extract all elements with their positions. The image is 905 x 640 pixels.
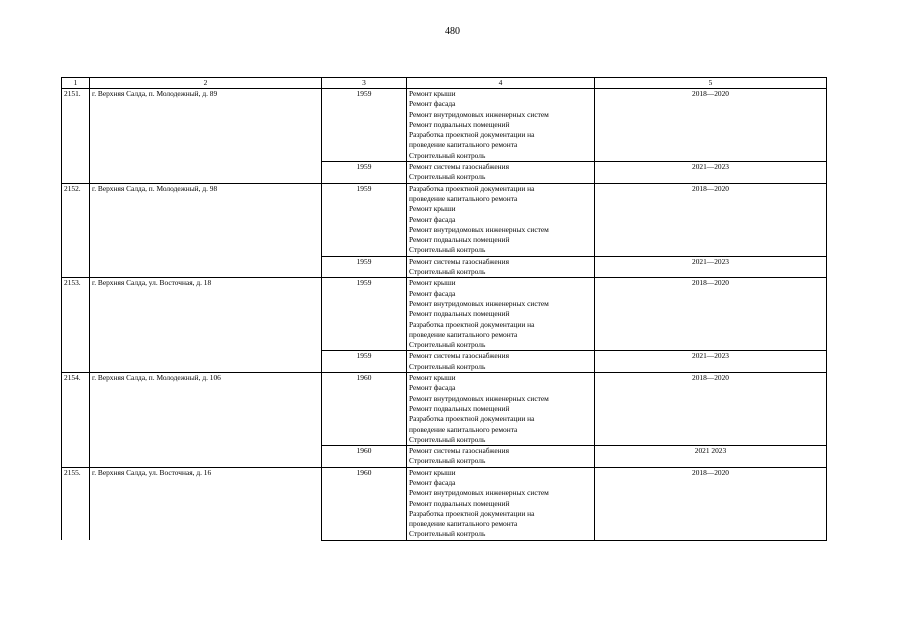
repair-work-item: Строительный контроль <box>409 340 486 350</box>
record-number: 2151. <box>62 89 90 184</box>
construction-year: 1959 <box>322 162 407 184</box>
record-number: 2154. <box>62 373 90 468</box>
repair-works-list <box>407 278 595 351</box>
repair-works-list <box>407 446 595 468</box>
repair-work-item: Ремонт крыши <box>409 278 456 288</box>
construction-year: 1960 <box>322 446 407 468</box>
record-number: 2155. <box>62 467 90 540</box>
repair-work-item: Ремонт внутридомовых инженерных систем <box>409 488 549 498</box>
column-number-1: 1 <box>62 78 90 89</box>
building-address: г. Верхняя Салда, ул. Восточная, д. 16 <box>90 467 322 540</box>
construction-year: 1960 <box>322 373 407 446</box>
repair-work-item: Строительный контроль <box>409 434 486 444</box>
table-row <box>62 278 827 351</box>
building-address: г. Верхняя Салда, ул. Восточная, д. 18 <box>90 278 322 373</box>
repair-work-item: проведение капитального ремонта <box>409 193 518 203</box>
repair-work-item: Ремонт системы газоснабжения <box>409 446 509 456</box>
repair-work-item: Ремонт подвальных помещений <box>409 309 510 319</box>
column-number-5: 5 <box>595 78 827 89</box>
repair-works-list <box>407 183 595 256</box>
repair-work-item: Ремонт системы газоснабжения <box>409 351 509 361</box>
repair-period: 2018—2020 <box>595 89 827 162</box>
repair-work-item: Ремонт крыши <box>409 89 456 98</box>
building-address: г. Верхняя Салда, п. Молодежный, д. 89 <box>90 89 322 184</box>
repair-period: 2021—2023 <box>595 162 827 184</box>
repair-work-item: проведение капитального ремонта <box>409 424 518 434</box>
repair-work-item: Ремонт подвальных помещений <box>409 119 510 129</box>
repair-work-item: Разработка проектной документации на <box>409 508 535 518</box>
repair-works-list <box>407 256 595 278</box>
repair-work-item: Ремонт фасада <box>409 288 456 298</box>
repair-work-item: Строительный контроль <box>409 456 486 466</box>
repair-schedule-table <box>61 77 827 541</box>
repair-work-item: Ремонт фасада <box>409 383 456 393</box>
page-number: 480 <box>445 26 460 37</box>
repair-work-item: Ремонт крыши <box>409 467 456 477</box>
table-row <box>62 467 827 540</box>
construction-year: 1959 <box>322 256 407 278</box>
repair-work-item: Строительный контроль <box>409 529 486 539</box>
repair-work-item: Строительный контроль <box>409 150 486 160</box>
repair-work-item: Ремонт крыши <box>409 373 456 383</box>
repair-work-item: Ремонт подвальных помещений <box>409 403 510 413</box>
repair-work-item: Ремонт фасада <box>409 99 456 109</box>
repair-work-item: Ремонт фасада <box>409 477 456 487</box>
building-address: г. Верхняя Салда, п. Молодежный, д. 106 <box>90 373 322 468</box>
repair-work-item: проведение капитального ремонта <box>409 519 518 529</box>
repair-work-item: проведение капитального ремонта <box>409 329 518 339</box>
repair-period: 2018—2020 <box>595 373 827 446</box>
repair-works-list <box>407 162 595 184</box>
repair-period: 2021 2023 <box>595 446 827 468</box>
repair-work-item: Ремонт подвальных помещений <box>409 498 510 508</box>
repair-period: 2021—2023 <box>595 256 827 278</box>
repair-work-item: Строительный контроль <box>409 172 486 182</box>
repair-work-item: Разработка проектной документации на <box>409 130 535 140</box>
repair-work-item: Ремонт внутридомовых инженерных систем <box>409 224 549 234</box>
repair-work-item: Ремонт внутридомовых инженерных систем <box>409 109 549 119</box>
repair-work-item: Разработка проектной документации на <box>409 319 535 329</box>
repair-work-item: проведение капитального ремонта <box>409 140 518 150</box>
repair-work-item: Ремонт крыши <box>409 204 456 214</box>
repair-work-item: Ремонт подвальных помещений <box>409 235 510 245</box>
column-number-2: 2 <box>90 78 322 89</box>
building-address: г. Верхняя Салда, п. Молодежный, д. 98 <box>90 183 322 278</box>
column-number-3: 3 <box>322 78 407 89</box>
repair-work-item: Ремонт внутридомовых инженерных систем <box>409 393 549 403</box>
repair-works-list <box>407 89 595 162</box>
column-number-row <box>62 78 827 89</box>
repair-work-item: Строительный контроль <box>409 361 486 371</box>
repair-work-item: Строительный контроль <box>409 245 486 255</box>
repair-period: 2018—2020 <box>595 467 827 540</box>
table-row <box>62 373 827 446</box>
repair-work-item: Ремонт внутридомовых инженерных систем <box>409 298 549 308</box>
record-number: 2153. <box>62 278 90 373</box>
repair-work-item: Разработка проектной документации на <box>409 183 535 193</box>
repair-period: 2018—2020 <box>595 183 827 256</box>
table-body <box>62 78 827 541</box>
repair-period: 2021—2023 <box>595 351 827 373</box>
repair-works-list <box>407 373 595 446</box>
repair-work-item: Разработка проектной документации на <box>409 414 535 424</box>
column-number-4: 4 <box>407 78 595 89</box>
construction-year: 1960 <box>322 467 407 540</box>
construction-year: 1959 <box>322 89 407 162</box>
repair-work-item: Ремонт системы газоснабжения <box>409 162 509 172</box>
record-number: 2152. <box>62 183 90 278</box>
table-row <box>62 89 827 162</box>
repair-work-item: Строительный контроль <box>409 267 486 277</box>
construction-year: 1959 <box>322 278 407 351</box>
repair-works-list <box>407 467 595 540</box>
table-row <box>62 183 827 256</box>
repair-work-item: Ремонт фасада <box>409 214 456 224</box>
construction-year: 1959 <box>322 351 407 373</box>
construction-year: 1959 <box>322 183 407 256</box>
repair-work-item: Ремонт системы газоснабжения <box>409 256 509 266</box>
repair-period: 2018—2020 <box>595 278 827 351</box>
repair-works-list <box>407 351 595 373</box>
